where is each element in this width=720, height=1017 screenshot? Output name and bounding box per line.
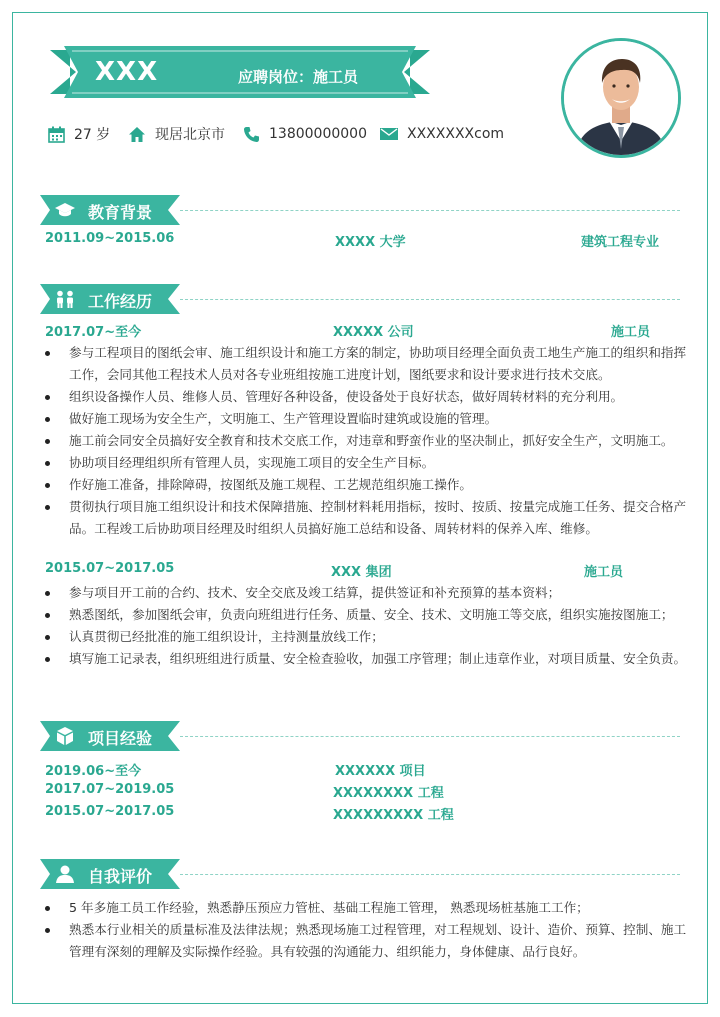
cube-icon bbox=[54, 727, 76, 745]
job-1-period: 2017.07~至今 bbox=[45, 325, 142, 340]
job-1-company: XXXXX 公司 bbox=[333, 325, 414, 340]
project-2-period: 2017.07~2019.05 bbox=[45, 782, 175, 797]
section-title: 项目经验 bbox=[88, 729, 153, 748]
candidate-name: XXX bbox=[95, 57, 159, 87]
residence-info bbox=[128, 124, 225, 144]
section-self-evaluation bbox=[40, 859, 680, 889]
age-info bbox=[48, 124, 110, 144]
list-item: 作好施工准备，排除障碍，按图纸及施工规程、工艺规范组织施工操作。 bbox=[42, 474, 687, 496]
list-item: 填写施工记录表，组织班组进行质量、安全检查验收，加强工序管理；制止违章作业，对项目质量、安全负责。 bbox=[42, 648, 687, 670]
job-1-duties bbox=[42, 342, 687, 540]
section-divider bbox=[180, 210, 680, 211]
list-item: 贯彻执行项目施工组织设计和技术保障措施、控制材料耗用指标，按时、按质、按量完成施工任务、提交合格产品。工程竣工后协助项目经理及时组织人员搞好施工总结和设备、周转材料的保养入库、维修。 bbox=[42, 496, 687, 540]
applied-position: 应聘岗位：施工员 bbox=[238, 68, 359, 86]
section-divider bbox=[180, 874, 680, 875]
list-item: 施工前会同安全员搞好安全教育和技术交底工作，对违章和野蛮作业的坚决制止，抓好安全生产，文明施工。 bbox=[42, 430, 687, 452]
education-school: XXXX 大学 bbox=[335, 235, 406, 250]
list-item: 5 年多施工员工作经验，熟悉静压预应力管桩、基础工程施工管理， 熟悉现场桩基施工工作； bbox=[42, 897, 687, 919]
section-title: 自我评价 bbox=[88, 867, 153, 886]
list-item: 组织设备操作人员、维修人员、管理好各种设备，使设备处于良好状态，做好周转材料的充分利用。 bbox=[42, 386, 687, 408]
section-title: 教育背景 bbox=[88, 203, 153, 222]
graduation-cap-icon bbox=[54, 201, 76, 219]
list-item: 参与项目开工前的合约、技术、安全交底及竣工结算，提供签证和补充预算的基本资料； bbox=[42, 582, 687, 604]
email-text: XXXXXXXcom bbox=[407, 126, 505, 142]
list-item: 参与工程项目的图纸会审、施工组织设计和施工方案的制定，协助项目经理全面负责工地生产施工的组织和指挥工作，会同其他工程技术人员对各专业班组按施工进度计划，图纸要求和设计要求进行技术交底。 bbox=[42, 342, 687, 386]
mail-icon bbox=[380, 127, 398, 141]
section-divider bbox=[180, 299, 680, 300]
project-3-period: 2015.07~2017.05 bbox=[45, 804, 175, 819]
list-item: 做好施工现场为安全生产，文明施工、生产管理设置临时建筑或设施的管理。 bbox=[42, 408, 687, 430]
project-1-name: XXXXXX 项目 bbox=[335, 764, 426, 779]
avatar-photo bbox=[561, 38, 681, 158]
self-evaluation-list bbox=[42, 897, 687, 963]
section-title: 工作经历 bbox=[88, 292, 153, 311]
job-2-period: 2015.07~2017.05 bbox=[45, 561, 175, 576]
phone-icon bbox=[243, 126, 260, 143]
job-2-duties bbox=[42, 582, 687, 670]
age-text: 27 岁 bbox=[74, 127, 111, 143]
list-item: 熟悉本行业相关的质量标准及法律法规；熟悉现场施工过程管理，对工程规划、设计、造价、预算、控制、施工管理有深刻的理解及实际操作经验。具有较强的沟通能力、组织能力，身体健康、品行良好。 bbox=[42, 919, 687, 963]
education-period: 2011.09~2015.06 bbox=[45, 231, 175, 246]
list-item: 认真贯彻已经批准的施工组织设计，主持测量放线工作； bbox=[42, 626, 687, 648]
people-icon bbox=[54, 290, 76, 308]
phone-info bbox=[243, 124, 367, 144]
project-2-name: XXXXXXXX 工程 bbox=[333, 786, 444, 801]
list-item: 熟悉图纸，参加图纸会审，负责向班组进行任务、质量、安全、技术、文明施工等交底，组织实施按图施工； bbox=[42, 604, 687, 626]
email-info bbox=[380, 124, 504, 144]
section-projects bbox=[40, 721, 680, 751]
project-1-period: 2019.06~至今 bbox=[45, 764, 142, 779]
calendar-icon bbox=[48, 126, 65, 143]
section-divider bbox=[180, 736, 680, 737]
user-icon bbox=[54, 865, 76, 883]
section-education bbox=[40, 195, 680, 225]
job-1-role: 施工员 bbox=[611, 325, 651, 340]
job-2-company: XXX 集团 bbox=[331, 565, 392, 580]
home-icon bbox=[128, 126, 146, 143]
education-major: 建筑工程专业 bbox=[581, 235, 660, 250]
residence-text: 现居北京市 bbox=[155, 127, 225, 143]
job-2-role: 施工员 bbox=[584, 565, 624, 580]
project-3-name: XXXXXXXXX 工程 bbox=[333, 808, 454, 823]
list-item: 协助项目经理组织所有管理人员，实现施工项目的安全生产目标。 bbox=[42, 452, 687, 474]
section-work bbox=[40, 284, 680, 314]
phone-text: 13800000000 bbox=[269, 126, 367, 142]
